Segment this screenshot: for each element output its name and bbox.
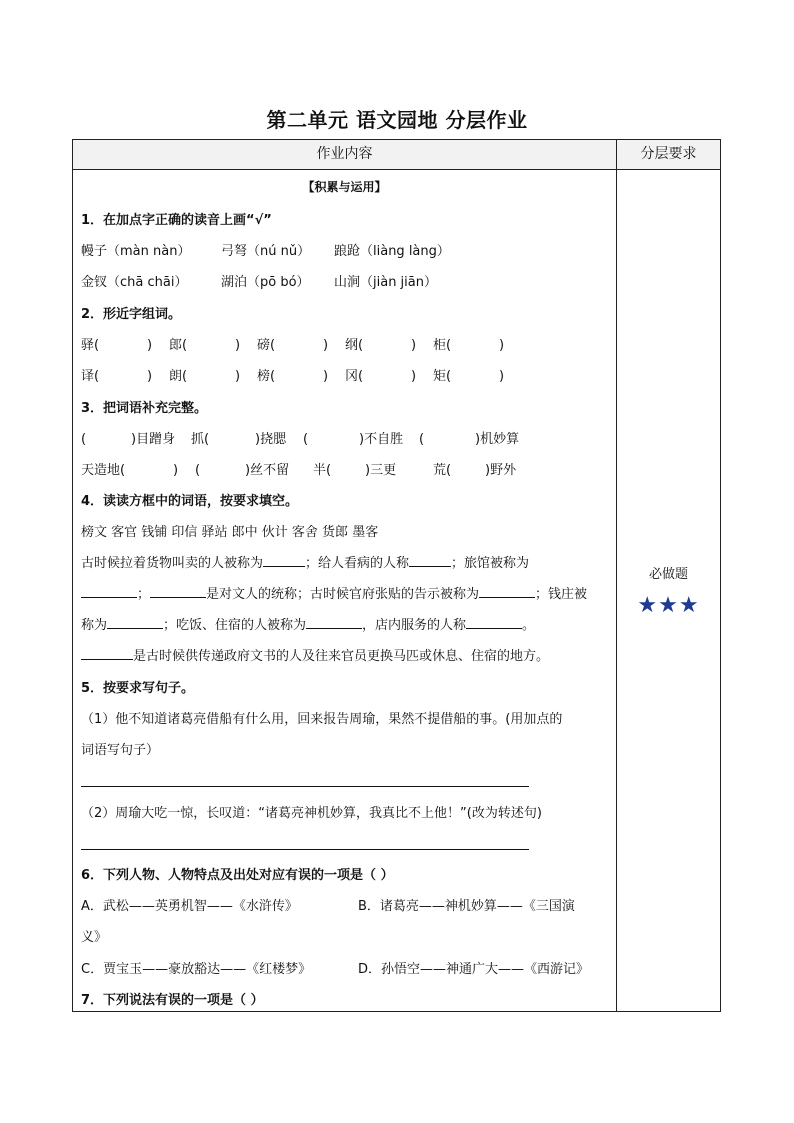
- answer-line: [81, 849, 529, 850]
- table-header: [73, 140, 720, 170]
- question-6-option-b-cont: 义》: [81, 930, 108, 945]
- char-blank-close: ): [235, 369, 241, 384]
- header-requirement-label: 分层要求: [640, 146, 697, 162]
- idiom-blank-open: (: [195, 463, 201, 478]
- pinyin-item: 湖泊（pō bó）: [221, 275, 310, 290]
- option-a: A．武松——英勇机智——《水浒传》: [81, 899, 298, 914]
- answer-blank: [81, 585, 137, 598]
- text-fragment: 是对文人的统称；古时候官府张贴的告示被称为: [206, 587, 480, 602]
- answer-blank: [306, 616, 362, 629]
- page-title: 第二单元 语文园地 分层作业: [266, 108, 528, 132]
- text-fragment: ；吃饭、住宿的人被称为: [163, 618, 307, 633]
- answer-blank: [107, 616, 163, 629]
- question-4-line-2: [81, 583, 587, 602]
- text-fragment: 称为: [81, 618, 108, 633]
- pinyin-item: 金钗（chā chāi）: [81, 275, 188, 290]
- char-blank-close: ): [499, 369, 505, 384]
- question-6-title: 6．下列人物、人物特点及出处对应有误的一项是（ ）: [81, 868, 394, 883]
- char-blank-close: ): [499, 338, 505, 353]
- question-4-line-1: [81, 552, 529, 571]
- answer-blank: [263, 554, 305, 567]
- idiom-fragment: )丝不留: [245, 463, 290, 478]
- char-blank-close: ): [235, 338, 241, 353]
- char-blank-open: 郎(: [169, 338, 188, 353]
- idiom-fragment: 半(: [313, 463, 332, 478]
- idiom-fragment: 抓(: [191, 432, 210, 447]
- char-blank-open: 纲(: [345, 338, 364, 353]
- char-blank-open: 冈(: [345, 369, 364, 384]
- idiom-fragment: 天造地(: [81, 463, 126, 478]
- char-blank-open: 磅(: [257, 338, 276, 353]
- char-blank-open: 柜(: [433, 338, 452, 353]
- option-b: B．诸葛亮——神机妙算——《三国演: [358, 899, 575, 914]
- option-c: C．贾宝玉——豪放豁达——《红楼梦》: [81, 962, 312, 977]
- idiom-fragment: )目蹭身: [131, 432, 176, 447]
- text-fragment: 是古时候供传递政府文书的人及往来官员更换马匹或休息、住宿的地方。: [133, 649, 550, 664]
- char-blank-open: 榜(: [257, 369, 276, 384]
- char-blank-open: 朗(: [169, 369, 188, 384]
- question-1-row-1: [81, 240, 450, 259]
- requirement-label: 必做题: [648, 567, 688, 582]
- text-fragment: ，店内服务的人称: [362, 618, 467, 633]
- answer-blank: [81, 647, 133, 660]
- question-4-line-3: [81, 614, 535, 633]
- char-blank-close: ): [411, 369, 417, 384]
- homework-table: [72, 139, 721, 1012]
- char-blank-close: ): [147, 338, 153, 353]
- char-blank-open: 矩(: [433, 369, 452, 384]
- answer-line: [81, 786, 529, 787]
- difficulty-stars-icon: ★★★: [637, 593, 700, 618]
- char-blank-close: ): [411, 338, 417, 353]
- idiom-blank-open: (: [81, 432, 87, 447]
- idiom-fragment: )挠腮: [255, 432, 287, 447]
- idiom-fragment: )不自胜: [359, 432, 404, 447]
- question-3-title: 3．把词语补充完整。: [81, 401, 208, 416]
- idiom-blank-open: (: [303, 432, 309, 447]
- idiom-fragment: )机妙算: [475, 432, 520, 447]
- char-blank-close: ): [323, 338, 329, 353]
- text-fragment: 古时候拉着货物叫卖的人被称为: [81, 556, 264, 571]
- pinyin-item: 山涧（jiàn jiān）: [334, 275, 437, 290]
- answer-blank: [479, 585, 535, 598]
- pinyin-item: 幔子（màn nàn）: [81, 244, 191, 259]
- question-2-title: 2．形近字组词。: [81, 307, 182, 322]
- text-fragment: ；旅馆被称为: [451, 556, 530, 571]
- question-2-row-1: [81, 334, 504, 353]
- char-blank-close: ): [147, 369, 153, 384]
- pinyin-item: 弓弩（nú nǔ）: [221, 244, 311, 259]
- header-content-label: 作业内容: [316, 146, 373, 162]
- question-5-sentence-2: （2）周瑜大吃一惊，长叹道：“诸葛亮神机妙算，我真比不上他！”(改为转述句): [81, 806, 542, 821]
- question-3-row-1: [81, 428, 519, 447]
- question-2-row-2: [81, 365, 504, 384]
- word-box: 榜文 客官 钱铺 印信 驿站 郎中 伙计 客舍 货郎 墨客: [81, 525, 379, 540]
- idiom-fragment: )野外: [485, 463, 517, 478]
- question-7-title: 7．下列说法有误的一项是（ ）: [81, 993, 264, 1008]
- question-6-options-row-1: [81, 895, 575, 914]
- char-blank-close: ): [323, 369, 329, 384]
- text-fragment: ；: [137, 587, 151, 602]
- question-5-title: 5．按要求写句子。: [81, 681, 195, 696]
- section-heading: 【积累与运用】: [302, 180, 387, 194]
- idiom-fragment: 荒(: [433, 463, 452, 478]
- answer-blank: [466, 616, 522, 629]
- char-blank-open: 驿(: [81, 338, 100, 353]
- question-4-title: 4．读读方框中的词语，按要求填空。: [81, 494, 299, 509]
- option-d: D．孙悟空——神通广大——《西游记》: [358, 962, 590, 977]
- answer-blank: [150, 585, 206, 598]
- question-4-line-4: [81, 645, 549, 664]
- char-blank-open: 译(: [81, 369, 100, 384]
- idiom-fragment: )三更: [365, 463, 397, 478]
- question-3-row-2: [81, 459, 516, 478]
- text-fragment: 。: [522, 618, 536, 633]
- text-fragment: ；钱庄被: [535, 587, 588, 602]
- idiom-blank-close: ): [173, 463, 179, 478]
- idiom-blank-open: (: [419, 432, 425, 447]
- question-5-sentence-1-cont: 词语写句子）: [81, 743, 160, 758]
- question-6-options-row-2: [81, 958, 589, 977]
- text-fragment: ；给人看病的人称: [305, 556, 410, 571]
- question-1-row-2: [81, 271, 437, 290]
- question-1-title: 1．在加点字正确的读音上画“√”: [81, 213, 272, 228]
- question-5-sentence-1: （1）他不知道诸葛亮借船有什么用，回来报告周瑜，果然不提借船的事。(用加点的: [81, 712, 563, 727]
- pinyin-item: 踉跄（liàng làng）: [334, 244, 450, 259]
- answer-blank: [409, 554, 451, 567]
